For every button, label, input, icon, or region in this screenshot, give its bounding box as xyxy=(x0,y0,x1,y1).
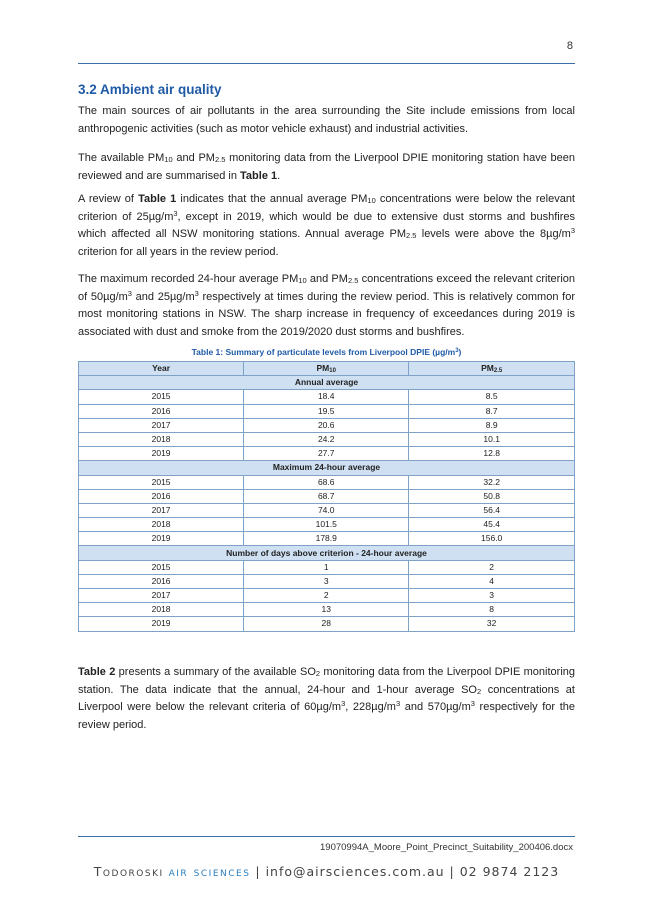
paragraph-annual-review: A review of Table 1 indicates that the annual average $PM_{10}$ concentrations were below the relevant criterion of $25\mu g/m^3$, except in 2019, which would be due to extensive dust storms and bushfires which affected all NSW monitoring stations. Annual average $PM_{2.5}$ levels were above the $8\mu g/m^3$ criterion for all years in the review period. xyxy=(78,193,575,258)
header-year: Year xyxy=(79,362,244,376)
table-cell-pm10: 24.2 xyxy=(244,432,409,446)
table-cell-pm10: 74.0 xyxy=(244,503,409,517)
table-cell-pm25: 50.8 xyxy=(409,489,575,503)
table-cell-pm10: 178.9 xyxy=(244,532,409,546)
table-cell-year: 2016 xyxy=(79,574,244,588)
table-cell-year: 2017 xyxy=(79,503,244,517)
table-cell-pm10: 2 xyxy=(244,589,409,603)
table-cell-pm10: 68.7 xyxy=(244,489,409,503)
table-cell-year: 2018 xyxy=(79,432,244,446)
table-row xyxy=(79,518,575,532)
table-header-row xyxy=(79,362,575,376)
table-row xyxy=(79,603,575,617)
paragraph-monitoring-data: The available $PM_{10}$ and $PM_{2.5}$ monitoring data from the Liverpool DPIE monitoring station have been reviewed and are summarised in Table 1. xyxy=(78,152,576,182)
section-heading: 3.2 Ambient air quality xyxy=(78,82,222,97)
table-cell-pm25: 8.5 xyxy=(409,390,575,404)
table-cell-pm25: 32 xyxy=(409,617,575,631)
table-group-title: Number of days above criterion - 24-hour average xyxy=(79,546,575,560)
table-row xyxy=(79,418,575,432)
paragraph-24hr-exceedances: The maximum recorded 24-hour average $PM_{10}$ and $PM_{2.5}$ concentrations exceed the relevant criterion of $50\mu g/m^3$ and $25\mu g/m^3$ respectively at times during the review period. This is relatively common for most monitoring stations in NSW. The sharp increase in frequency of exceedances during 2019 is associated with dust and smoke from the 2019/2020 dust storms and bushfires. xyxy=(78,273,576,338)
table-cell-year: 2016 xyxy=(79,404,244,418)
table-group-row xyxy=(79,461,575,475)
table-row xyxy=(79,532,575,546)
table-cell-year: 2018 xyxy=(79,603,244,617)
table-group-title: Annual average xyxy=(79,376,575,390)
paragraph-so2-summary: Table 2 presents a summary of the available $SO_2$ monitoring data from the Liverpool DPIE monitoring station. The data indicate that the annual, 24-hour and 1-hour average $SO_2$ concentrations at Liverpool were below the relevant criteria of $60\mu g/m^3$, $228\mu g/m^3$ and $570\mu g/m^3$ respectively for the review period. xyxy=(78,666,576,731)
table-cell-pm25: 8 xyxy=(409,603,575,617)
table-cell-year: 2019 xyxy=(79,447,244,461)
table-cell-pm10: 101.5 xyxy=(244,518,409,532)
company-footer xyxy=(0,864,653,879)
table-cell-pm10: 68.6 xyxy=(244,475,409,489)
header-pm25: $PM_{2.5}$ xyxy=(409,362,575,376)
table-cell-pm10: 18.4 xyxy=(244,390,409,404)
footer-contact: | info@airsciences.com.au | 02 9874 2123 xyxy=(250,864,560,879)
table-cell-pm25: 12.8 xyxy=(409,447,575,461)
table-row xyxy=(79,560,575,574)
table-cell-year: 2015 xyxy=(79,390,244,404)
table-cell-pm10: 28 xyxy=(244,617,409,631)
table-cell-pm10: 13 xyxy=(244,603,409,617)
table-cell-pm10: 3 xyxy=(244,574,409,588)
table-cell-pm25: 8.9 xyxy=(409,418,575,432)
table-cell-year: 2016 xyxy=(79,489,244,503)
table-row xyxy=(79,404,575,418)
table-row xyxy=(79,475,575,489)
table-cell-pm25: 156.0 xyxy=(409,532,575,546)
company-name: Todoroski xyxy=(93,864,164,879)
table-group-row xyxy=(79,376,575,390)
document-filename: 19070994A_Moore_Point_Precinct_Suitability_200406.docx xyxy=(320,842,573,853)
table-cell-pm25: 56.4 xyxy=(409,503,575,517)
table-caption: Table 1: Summary of particulate levels from Liverpool DPIE $(\mu g/m^3)$ xyxy=(191,347,462,357)
table-group-title: Maximum 24-hour average xyxy=(79,461,575,475)
paragraph-pollutant-sources: The main sources of air pollutants in the area surrounding the Site include emissions from local anthropogenic activities (such as motor vehicle exhaust) and industrial activities. xyxy=(78,105,575,135)
table-row xyxy=(79,447,575,461)
table-row xyxy=(79,390,575,404)
table-cell-year: 2015 xyxy=(79,560,244,574)
table-cell-pm10: 20.6 xyxy=(244,418,409,432)
table-group-row xyxy=(79,546,575,560)
particulate-summary-table xyxy=(78,361,575,632)
table-cell-pm10: 1 xyxy=(244,560,409,574)
table-cell-pm25: 32.2 xyxy=(409,475,575,489)
company-air-sciences: air sciences xyxy=(168,864,251,879)
table-cell-pm10: 27.7 xyxy=(244,447,409,461)
table-cell-pm25: 10.1 xyxy=(409,432,575,446)
table-cell-pm10: 19.5 xyxy=(244,404,409,418)
header-rule xyxy=(78,63,575,64)
table-cell-pm25: 4 xyxy=(409,574,575,588)
table-cell-pm25: 8.7 xyxy=(409,404,575,418)
table-row xyxy=(79,503,575,517)
table-row xyxy=(79,432,575,446)
table-row xyxy=(79,589,575,603)
table-cell-year: 2017 xyxy=(79,589,244,603)
page-number: 8 xyxy=(566,40,573,52)
table-cell-year: 2019 xyxy=(79,617,244,631)
table-row xyxy=(79,489,575,503)
table-cell-year: 2018 xyxy=(79,518,244,532)
table-row xyxy=(79,617,575,631)
table-row xyxy=(79,574,575,588)
table-cell-year: 2019 xyxy=(79,532,244,546)
table-cell-year: 2015 xyxy=(79,475,244,489)
header-pm10: $PM_{10}$ xyxy=(244,362,409,376)
table-body xyxy=(79,376,575,631)
table-cell-pm25: 45.4 xyxy=(409,518,575,532)
footer-rule xyxy=(78,836,575,837)
table-cell-pm25: 3 xyxy=(409,589,575,603)
table-cell-year: 2017 xyxy=(79,418,244,432)
table-cell-pm25: 2 xyxy=(409,560,575,574)
